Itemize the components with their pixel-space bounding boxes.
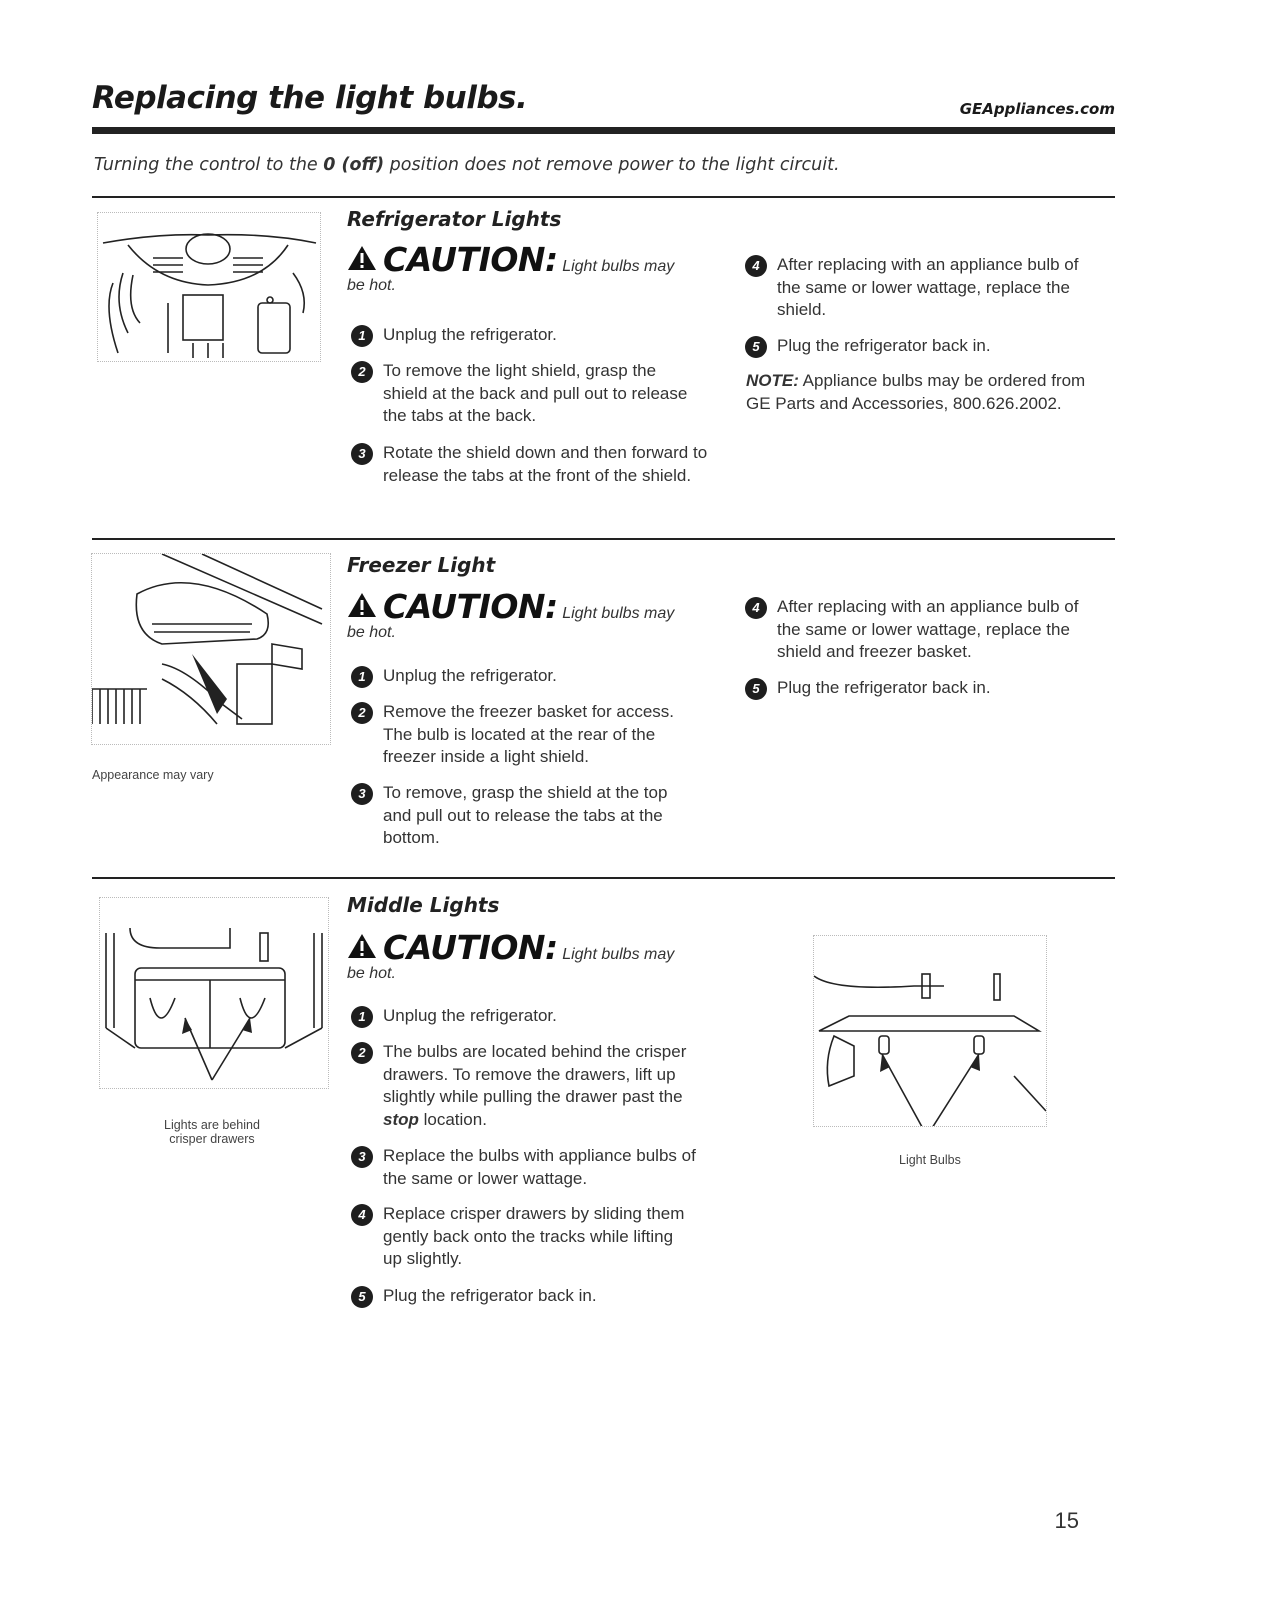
section-divider (92, 877, 1115, 879)
step-1: 1 Unplug the refrigerator. (351, 1005, 711, 1028)
warning-triangle-icon (347, 592, 377, 618)
page-number: 15 (1054, 1508, 1079, 1533)
light-bulbs-illustration (813, 935, 1047, 1127)
step-number-icon: 1 (351, 325, 373, 347)
image-caption: Appearance may vary (92, 768, 214, 782)
step-3: 3 Replace the bulbs with appliance bulbs of the same or lower wattage. (351, 1145, 696, 1190)
caution-text-cont: be hot. (347, 277, 396, 294)
step-2: 2 The bulbs are located behind the crisper drawers. To remove the drawers, lift up slightly while pulling the drawer past the stop location. (351, 1041, 696, 1131)
caution-label: CAUTION: (383, 240, 558, 279)
step-number-icon: 5 (745, 678, 767, 700)
note-text: NOTE: Appliance bulbs may be ordered from GE Parts and Accessories, 800.626.2002. (746, 371, 1086, 413)
section-title-middle-lights: Middle Lights (347, 893, 500, 917)
step-number-icon: 3 (351, 783, 373, 805)
step-number-icon: 4 (745, 597, 767, 619)
header-rule (92, 127, 1115, 134)
warning-triangle-icon (347, 245, 377, 271)
step-4: 4 Replace crisper drawers by sliding them gently back onto the tracks while lifting up slightly. (351, 1203, 696, 1271)
freezer-light-illustration (91, 553, 331, 745)
step-5: 5 Plug the refrigerator back in. (745, 335, 1105, 358)
caution-text: Light bulbs may (562, 605, 675, 622)
step-number-icon: 3 (351, 1146, 373, 1168)
caution-label: CAUTION: (383, 587, 558, 626)
intro-text: Turning the control to the 0 (off) position does not remove power to the light circuit. (94, 155, 840, 175)
step-5: 5 Plug the refrigerator back in. (351, 1285, 711, 1308)
step-number-icon: 1 (351, 1006, 373, 1028)
step-number-icon: 2 (351, 1042, 373, 1064)
section-divider (92, 538, 1115, 540)
image-caption: Light Bulbs (899, 1153, 961, 1167)
step-1: 1 Unplug the refrigerator. (351, 324, 711, 347)
step-number-icon: 1 (351, 666, 373, 688)
image-caption: Lights are behind crisper drawers (164, 1118, 260, 1146)
caution-notice (347, 928, 707, 983)
step-2: 2 To remove the light shield, grasp the shield at the back and pull out to release the tabs at the back. (351, 360, 696, 428)
step-4: 4 After replacing with an appliance bulb of the same or lower wattage, replace the shield. (745, 254, 1090, 322)
step-3: 3 Rotate the shield down and then forward to release the tabs at the front of the shield. (351, 442, 711, 487)
caution-notice (347, 240, 707, 295)
section-title-refrigerator-lights: Refrigerator Lights (347, 207, 562, 231)
caution-notice (347, 587, 707, 642)
step-number-icon: 5 (745, 336, 767, 358)
step-1: 1 Unplug the refrigerator. (351, 665, 711, 688)
caution-text: Light bulbs may (562, 946, 675, 963)
step-number-icon: 2 (351, 361, 373, 383)
caution-text-cont: be hot. (347, 965, 396, 982)
warning-triangle-icon (347, 933, 377, 959)
step-number-icon: 4 (351, 1204, 373, 1226)
step-4: 4 After replacing with an appliance bulb of the same or lower wattage, replace the shield and freezer basket. (745, 596, 1090, 664)
middle-lights-illustration (99, 897, 329, 1089)
step-3: 3 To remove, grasp the shield at the top and pull out to release the tabs at the bottom. (351, 782, 696, 850)
step-2: 2 Remove the freezer basket for access. The bulb is located at the rear of the freezer inside a light shield. (351, 701, 696, 769)
section-title-freezer-light: Freezer Light (347, 553, 496, 577)
step-number-icon: 2 (351, 702, 373, 724)
refrigerator-light-illustration (97, 212, 321, 362)
page-title: Replacing the light bulbs. (92, 80, 528, 116)
caution-text-cont: be hot. (347, 624, 396, 641)
section-divider (92, 196, 1115, 198)
caution-label: CAUTION: (383, 928, 558, 967)
caution-text: Light bulbs may (562, 258, 675, 275)
site-url: GEAppliances.com (959, 100, 1115, 118)
step-5: 5 Plug the refrigerator back in. (745, 677, 1105, 700)
step-number-icon: 5 (351, 1286, 373, 1308)
step-number-icon: 4 (745, 255, 767, 277)
step-number-icon: 3 (351, 443, 373, 465)
